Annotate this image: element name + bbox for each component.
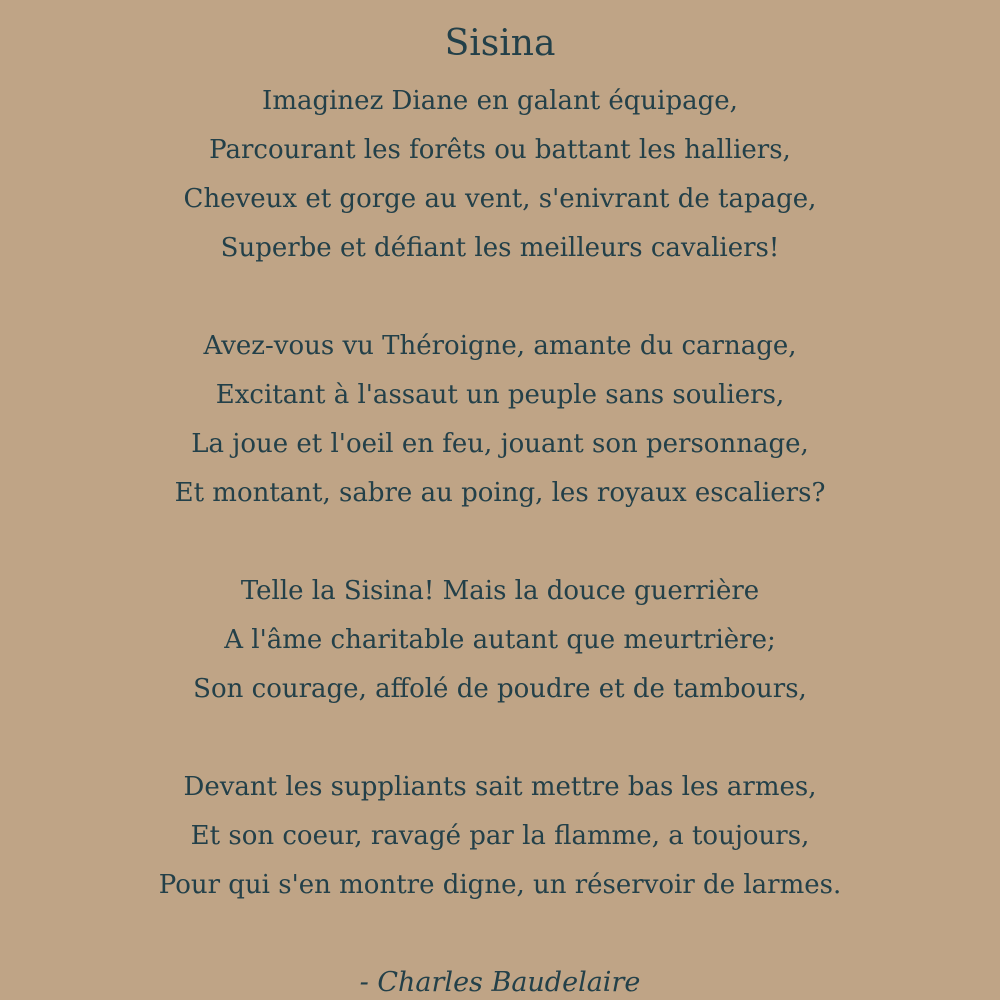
- poem-line: Son courage, affolé de poudre et de tambours,: [193, 674, 807, 704]
- poem-line: Telle la Sisina! Mais la douce guerrière: [240, 576, 760, 606]
- poem-line: A l'âme charitable autant que meurtrière;: [224, 625, 776, 655]
- poem-line: Et son coeur, ravagé par la flamme, a toujours,: [190, 821, 810, 851]
- poem-line: La joue et l'oeil en feu, jouant son personnage,: [191, 429, 809, 459]
- poem-title: Sisina: [444, 23, 556, 64]
- poem-line: Avez-vous vu Théroigne, amante du carnage,: [203, 331, 797, 361]
- poem-line: Superbe et défiant les meilleurs cavaliers!: [220, 233, 780, 263]
- poem-line: Pour qui s'en montre digne, un réservoir de larmes.: [158, 870, 842, 900]
- poem-line: Imaginez Diane en galant équipage,: [262, 86, 738, 116]
- poem-line: Cheveux et gorge au vent, s'enivrant de tapage,: [183, 184, 817, 214]
- poem-line: Devant les suppliants sait mettre bas les armes,: [183, 772, 817, 802]
- poem-line: Parcourant les forêts ou battant les halliers,: [209, 135, 791, 165]
- poem-author: - Charles Baudelaire: [359, 967, 641, 998]
- poem-line: Excitant à l'assaut un peuple sans souliers,: [215, 380, 785, 410]
- poem-line: Et montant, sabre au poing, les royaux escaliers?: [174, 478, 826, 508]
